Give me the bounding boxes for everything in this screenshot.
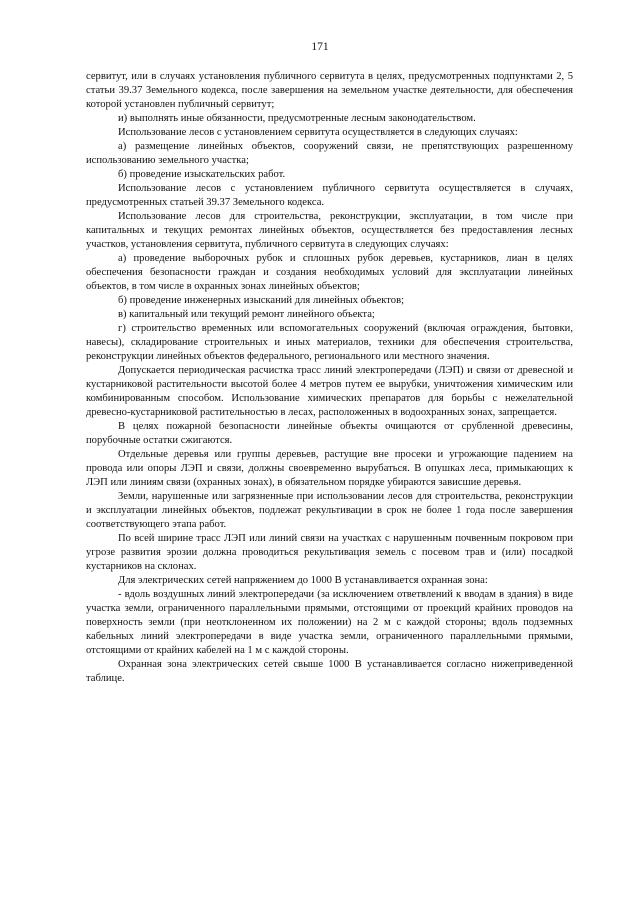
paragraph: - вдоль воздушных линий электропередачи (за исключением ответвлений к вводам в здания) в виде участка земли, ограниченного параллельными прямыми, отстоящими от проекций крайних проводов на поверхность земли (при неотклоненном их положении) на 2 м с каждой стороны; вдоль подземных кабельных линий электропередачи в виде участка земли, ограниченного параллельными прямыми, отстоящими от крайних кабелей на 1 м с каждой стороны. xyxy=(86,589,573,656)
paragraph: а) размещение линейных объектов, сооружений связи, не препятствующих разрешенному использованию земельного участка; xyxy=(86,141,573,166)
paragraph: Земли, нарушенные или загрязненные при использовании лесов для строительства, реконструкции и эксплуатации линейных объектов, подлежат рекультивации в срок не более 1 года после завершения соответствующего этапа работ. xyxy=(86,491,573,530)
paragraph: В целях пожарной безопасности линейные объекты очищаются от срубленной древесины, порубочные остатки сжигаются. xyxy=(86,421,573,446)
paragraph: Для электрических сетей напряжением до 1000 В устанавливается охранная зона: xyxy=(118,575,488,586)
paragraph: а) проведение выборочных рубок и сплошных рубок деревьев, кустарников, лиан в целях обеспечения безопасности граждан и создания необходимых условий для эксплуатации линейных объектов, в том числе в охранных зонах линейных объектов; xyxy=(86,253,573,292)
paragraph: б) проведение инженерных изысканий для линейных объектов; xyxy=(118,295,405,306)
paragraph: Охранная зона электрических сетей свыше 1000 В устанавливается согласно нижеприведенной таблице. xyxy=(86,659,573,684)
paragraph: б) проведение изыскательских работ. xyxy=(118,169,286,180)
paragraph: Использование лесов с установлением сервитута осуществляется в следующих случаях: xyxy=(118,127,518,138)
paragraph: г) строительство временных или вспомогательных сооружений (включая ограждения, бытовки, навесы), складирование строительных и иных материалов, техники для обеспечения строительства, реконструкции линейных объектов федерального, регионального или местного значения. xyxy=(86,323,573,362)
paragraph: По всей ширине трасс ЛЭП или линий связи на участках с нарушенным почвенным покровом при угрозе развития эрозии должна проводиться рекультивация земель с посевом трав и (или) посадкой кустарников на склонах. xyxy=(86,533,573,572)
paragraph: в) капитальный или текущий ремонт линейного объекта; xyxy=(118,309,375,320)
document-body xyxy=(86,70,573,686)
paragraph-continuation: сервитут, или в случаях установления публичного сервитута в целях, предусмотренных подпунктами 2, 5 статьи 39.37 Земельного кодекса, после завершения на земельном участке деятельности, для обеспечения которой установлен публичный сервитут; xyxy=(86,71,573,110)
paragraph: и) выполнять иные обязанности, предусмотренные лесным законодательством. xyxy=(118,113,476,124)
page-number: 171 xyxy=(311,41,329,53)
paragraph: Отдельные деревья или группы деревьев, растущие вне просеки и угрожающие падением на провода или опоры ЛЭП и связи, должны своевременно вырубаться. В опушках леса, примыкающих к ЛЭП или линиям связи (охранных зонах), в обязательном порядке убираются зависшие деревья. xyxy=(86,449,573,488)
paragraph: Использование лесов с установлением публичного сервитута осуществляется в случаях, предусмотренных статьей 39.37 Земельного кодекса. xyxy=(86,183,573,208)
paragraph: Допускается периодическая расчистка трасс линий электропередачи (ЛЭП) и связи от древесной и кустарниковой растительности высотой более 4 метров путем ее вырубки, уничтожения химическим или комбинированным способом. Использование химических препаратов для борьбы с нежелательной древесно-кустарниковой растительностью в лесах, расположенных в водоохранных зонах, запрещается. xyxy=(86,365,573,418)
paragraph: Использование лесов для строительства, реконструкции, эксплуатации, в том числе при капитальных и текущих ремонтах линейных объектов, осуществляется без предоставления лесных участков, установления сервитута, публичного сервитута в следующих случаях: xyxy=(86,211,573,250)
